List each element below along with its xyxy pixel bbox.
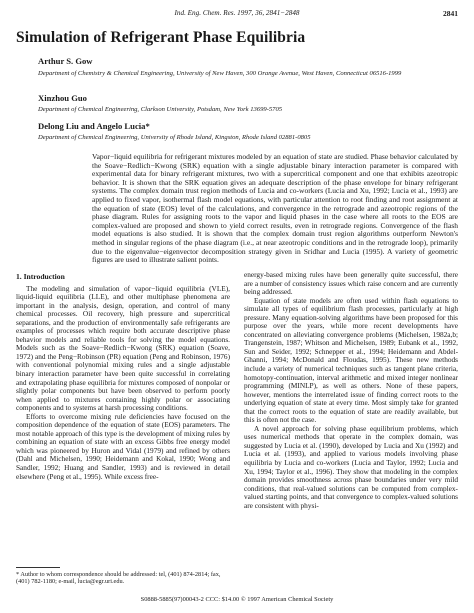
- article-title: Simulation of Refrigerant Phase Equilibria: [16, 29, 306, 46]
- right-column: [244, 271, 458, 510]
- journal-citation: Ind. Eng. Chem. Res. 1997, 36, 2841−2848: [174, 9, 300, 17]
- running-head: [0, 9, 474, 20]
- paragraph: The modeling and simulation of vapor−liquid equilibria (VLE), liquid-liquid equilibria (LLE), and other multiphase phenomena are important in the analysis, design, operation, and control of many chemical processes. Oil recovery, high pressure and supercritical separations, and the production of environmentally safe refrigerants are examples of processes which require both accurate descriptive phase behavior models and reliable tools for solving the model equations. Models such as the Soave−Redlich−Kwong (SRK) equation (Soave, 1972) and the Peng−Robinson (PR) equation (Peng and Robinson, 1976) with conventional polynomial mixing rules and a single adjustable binary interaction parameter have been quite successful in correlating and extrapolating phase equilibria for mixtures composed of nonpolar or slightly polar components but have been observed to perform poorly when applied to mixtures containing highly polar or associating components and to systems at harsh processing conditions.: [16, 283, 230, 413]
- copyright-line: S0888-5885(97)00043-2 CCC: $14.00 © 1997 American Chemical Society: [140, 596, 334, 603]
- page-number: 2841: [443, 9, 458, 18]
- author-2: Xinzhou Guo: [38, 93, 87, 103]
- paragraph: Equation of state models are often used within flash equations to simulate all types of equilibrium flash processes, particularly at high pressure. Many equation-solving algorithms have been proposed for this purpose over the years, while more recent developments have concentrated on alleviating convergence problems (Michelsen, 1982a,b; Trangenstein, 1987; Whitson and Michelsen, 1989; Eubank et al., 1992, Sun and Seider, 1992; Schnepper et al., 1994; Heidemann and Abdel-Ghanni, 1994; McDonald and Floudas, 1995). These new methods include a variety of numerical techniques such as tangent plane criteria, homotopy-continuation, interval arithmetic and mixed integer nonlinear programming (MINLP), as well as others. None of these papers, however, mentions the interrelated issue of finding correct roots to the underlying equation of state at every time. Most simply take for granted that the correct roots to the equation of state are readily available, but this is often not the case.: [244, 295, 458, 425]
- affiliation-1: Department of Chemistry & Chemical Engineering, University of New Haven, 300 Orange Avenue, West Haven, Connecticut 06516-1999: [38, 70, 402, 77]
- section-heading: 1. Introduction: [16, 272, 65, 281]
- author-3: Delong Liu and Angelo Lucia*: [38, 121, 150, 131]
- footnote: * Author to whom correspondence should be addressed: tel, (401) 874-2814; fax, (401) 782-1180; e-mail, lucia@egr.uri.edu.: [16, 571, 221, 586]
- paragraph: energy-based mixing rules have been generally quite successful, there are a number of consistency issues which raise concern and are currently being addressed.: [244, 270, 458, 297]
- author-1: Arthur S. Gow: [38, 56, 93, 66]
- paragraph: A novel approach for solving phase equilibrium problems, which uses numerical methods that operate in the complex domain, was suggested by Lucia et al. (1990), developed by Lucia and Xu (1992) and Lucia et al. (1993), and applied to various models involving phase equilibria by Lucia and co-workers (Lucia and Taylor, 1992; Lucia and Xu, 1994; Taylor et al., 1996). They show that modeling in the complex domain provides smoothness across phase boundaries under very mild conditions, that real-valued solutions can be computed from complex-valued starting points, and that convergence to complex-valued solutions are consistent with physi-: [244, 423, 458, 510]
- footnote-rule: [16, 567, 60, 568]
- affiliation-3: Department of Chemical Engineering, University of Rhode Island, Kingston, Rhode Island 02881-0805: [38, 134, 311, 141]
- affiliation-2: Department of Chemical Engineering, Clarkson University, Potsdam, New York 13699-5705: [38, 106, 283, 113]
- paragraph: Efforts to overcome mixing rule deficiencies have focused on the composition dependence of the equation of state (EOS) parameters. The most notable approach of this type is the development of mixing rules by combining an equation of state with an excess Gibbs free energy model which was pioneered by Huron and Vidal (1979) and refined by others (Dahl and Michelsen, 1990; Heidemann and Kokal, 1990; Wong and Sandler, 1992; Huang and Sandler, 1993) and is reviewed in detail elsewhere (Peng et al., 1995). While excess free-: [16, 411, 230, 481]
- left-column: [16, 271, 230, 481]
- abstract: Vapor−liquid equilibria for refrigerant mixtures modeled by an equation of state are studied. Phase behavior calculated by the Soave−Redlich−Kwong (SRK) equation with a single adjustable binary interaction parameter is compared with experimental data for binary refrigerant mixtures, two with a supercritical component and one that exhibits azeotropic behavior. It is shown that the SRK equation gives an adequate description of the phase envelope for binary refrigerant systems. The complex domain trust region methods of Lucia and co-workers (Lucia and Xu, 1992; Lucia et al., 1993) are applied to fixed vapor, isothermal flash model equations, with particular attention to root finding and root assignment at the equation of state (EOS) level of the calculations, and convergence in the retrograde and azeotropic regions of the phase diagram. Rules for assigning roots to the vapor and liquid phases in the case where all roots to the EOS are complex-valued are proposed and shown to yield correct results, even in retrograde regions. Convergence of the flash model equations is also studied. It is shown that the complex domain trust region algorithms outperform Newton's method in singular regions of the phase diagram (i.e., at near azeotropic conditions and in the retrograde loop), primarily due to the eigenvalue−eigenvector decomposition strategy given in Sridhar and Lucia (1995). A variety of geometric figures are used to illustrate salient points.: [92, 152, 458, 265]
